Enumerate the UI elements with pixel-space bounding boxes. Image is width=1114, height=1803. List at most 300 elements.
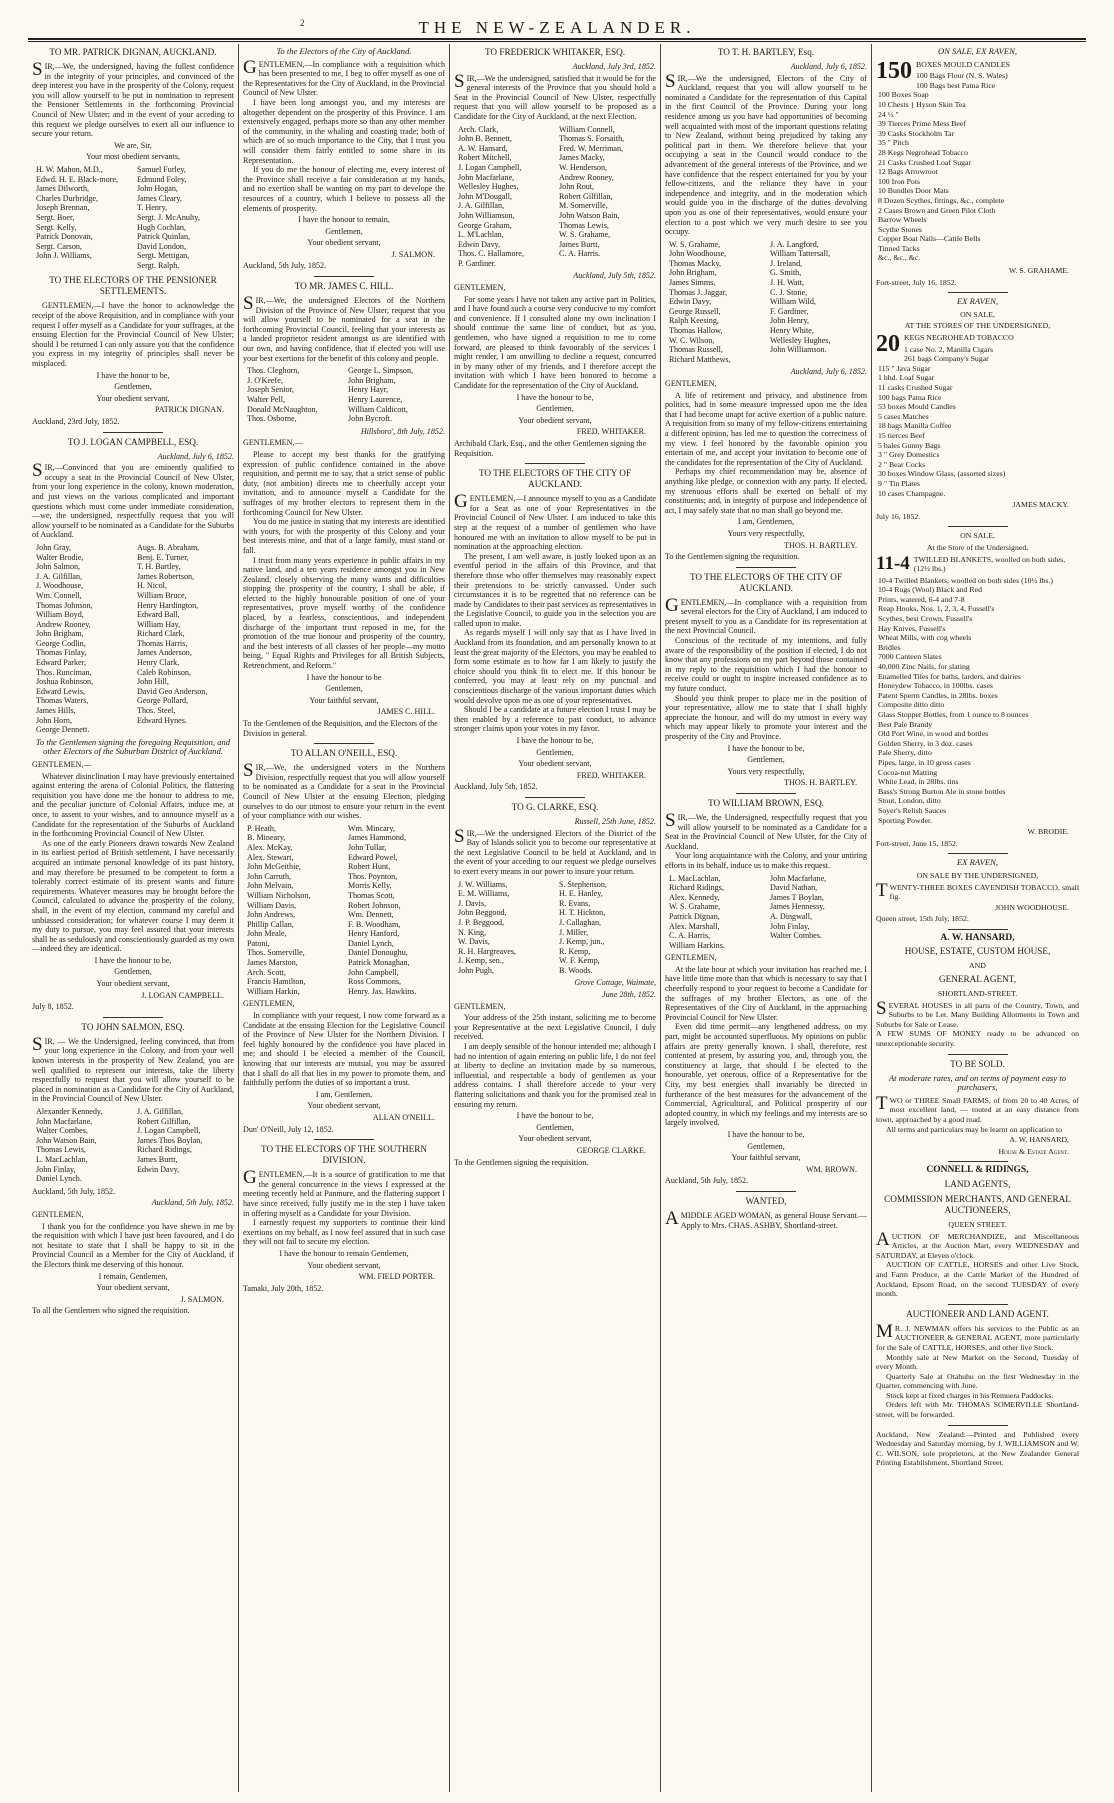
advert-macky xyxy=(876,297,1079,521)
advert-item: 5 bales Gunny Bags xyxy=(878,440,941,450)
article-text: Perhaps my chief recommendation may be, absence of anything like pledge, or connexion with any party. If elected, my strenuous efforts shall be exerted on behalf of my constituents; and, in integrity of purpose and independence of act, I may safely state that no man shall go beyond me. xyxy=(665,467,867,515)
dateline: Fort-street, June 15, 1852. xyxy=(876,838,958,848)
signatory-name: Thomas Macky, xyxy=(669,258,722,268)
honour-line: I have the honour to remain, xyxy=(298,215,390,225)
signatory-name: Morris Kelly, xyxy=(348,881,392,891)
masthead-rule xyxy=(28,38,1086,42)
dateline: Auckland, July 6, 1852. xyxy=(157,451,234,461)
signatory-name: Edward Hynes. xyxy=(137,715,187,725)
divider xyxy=(736,1191,796,1192)
advert-text: AUCTION OF MERCHANDIZE, and Miscellaneous Articles, at the Auction Mart, every WEDNESDAY and SATURDAY, at Eleven o'clock. xyxy=(876,1228,1079,1260)
dateline: Auckland, 23rd July, 1852. xyxy=(32,417,120,426)
divider xyxy=(314,1139,374,1140)
requisition-whitaker xyxy=(454,47,656,458)
gentlemen-line: GENTLEMEN, xyxy=(454,283,506,293)
signatory-name: C. A. Harris, xyxy=(669,931,711,941)
advert-items xyxy=(878,71,1079,263)
article-text: Should you think proper to place me in the position of your representative, allow me to state that I shall highly appreciate the honour, and will do my utmost in every way which may appear likely to promote your interest and the prosperity of the City and Province. xyxy=(665,693,867,741)
advert-item: Honeydew Tobacco, in 100lbs. cases xyxy=(878,681,993,691)
signatory-name: Richard Clark, xyxy=(137,629,185,639)
signatory-name: J. Logan Campbell, xyxy=(137,1126,201,1136)
signatory-name: Sergt. J. McAnulty, xyxy=(137,212,200,222)
signatory-name: John Salmon, xyxy=(36,562,81,572)
divider xyxy=(736,567,796,568)
address-southern-division xyxy=(243,1144,445,1293)
signature: WM. FIELD PORTER. xyxy=(358,1272,435,1282)
signatory-name: John Watson Bain, xyxy=(559,210,620,220)
article-text: SIR, — We the Undersigned, feeling convinced, that from your long experience in the Colony, and from your well known interests in the prosperity of New Zealand, you are well qualified to represent our interests, take the liberty respectfully to request that you will allow yourself to be placed in nomination as a Candidate for the City of Auckland, in the Provincial Council of New Ulster. xyxy=(32,1033,234,1104)
advert-text: Quarterly Sale at Otahuhu on the first Wednesday in the Quarter, commencing with June. xyxy=(876,1371,1079,1391)
signatory-name: Ross Commons, xyxy=(348,977,402,987)
advert-item: Scythe Stones xyxy=(878,224,922,234)
signatory-name: Thos. Steel, xyxy=(137,706,176,716)
honour-line: I have the honour to be, xyxy=(727,743,805,753)
masthead xyxy=(0,0,1114,40)
advert-item: 1 case No. 2, Manilla Cigars xyxy=(904,344,993,354)
signatory-name: William Hay, xyxy=(137,619,181,629)
divider xyxy=(103,1017,163,1018)
signature: W. S. GRAHAME. xyxy=(1008,266,1069,276)
signatory-name: William Boyd, xyxy=(36,610,84,620)
signatory-name: L. MacLachlan, xyxy=(669,873,721,883)
signatory-name: David Geo Anderson, xyxy=(137,686,208,696)
signatory-name: Joseph Brennan, xyxy=(36,203,90,213)
signatory-name: W. S. Grahame, xyxy=(669,239,721,249)
am-line: I am, Gentlemen, xyxy=(737,517,795,527)
signatory-name: Wellesley Hughes, xyxy=(770,335,831,345)
dateline: Auckland, July 6, 1852. xyxy=(790,367,867,377)
advert-item: 30 boxes Window Glass, (assorted sizes) xyxy=(878,469,1006,479)
advert-items xyxy=(878,576,1079,825)
signatory-name: William Wild, xyxy=(770,297,816,307)
signatory-name: W. C. Wilson, xyxy=(669,335,715,345)
advert-item: 39 Tierces Prime Mess Beef xyxy=(878,119,966,129)
signatory-name: Henry Laurence, xyxy=(348,395,403,404)
gentlemen-line: Gentlemen, xyxy=(114,967,152,977)
article-text: As regards myself I will only say that as I have lived in Auckland from its foundation, and am personally known to at least the great majority of the Electors, you may be enabled to form some estimate as to how far I am likely to justify the choice should you think fit to elect me. If this honour be conferred, you may at least rely on my punctual and conscientious discharge of the various important duties which would devolve upon me as one of your representatives. xyxy=(454,628,656,705)
signatory-name: W. S. Grahame, xyxy=(669,902,721,912)
signatory-name xyxy=(770,941,867,951)
signatory-name: James Hennessy, xyxy=(770,902,825,912)
article-heading: TO T. H. BARTLEY, Esq. xyxy=(717,47,815,57)
honour-line: I have the honour to be, xyxy=(516,736,594,745)
advert-item: Prints, watered, 6-4 and 7-8 xyxy=(878,594,965,604)
signatory-name: Augs. B. Abraham, xyxy=(137,542,200,552)
advert-quantity: 150 xyxy=(876,57,912,84)
article-text: GENTLEMEN,—I have the honor to acknowledge the receipt of the above Requisition, and in compliance with your request I offer myself as a Candidate for your suffrages, at the ensuing Election for the Provincial Council of New Ulster; should I be returned I can only assure you that the confidence you express in my integrity of principles shall never be misplaced. xyxy=(32,301,234,369)
signatory-name: John Finlay, xyxy=(36,1164,76,1174)
signatory-name: Thos. Somerville, xyxy=(247,948,305,958)
signatory-name: P. Gardiner. xyxy=(458,258,496,268)
article-text: At the late hour at which your invitation has reached me, I have little time more than that which is necessary to say that I cheerfully respond to your request to become a Candidate for the suffrages of my brother Electors, as one of the Representatives of the City of Auckland, in the approaching Provincial Council for New Ulster. xyxy=(665,964,867,1022)
signature: A. W. HANSARD, xyxy=(1009,1135,1069,1145)
article-text: I earnestly request my supporters to continue their kind exertions on my behalf, as I now feel assured that in such case they will not fail to secure my election. xyxy=(243,1218,445,1247)
signatory-name: Joshua Robinson, xyxy=(36,677,94,687)
signatories xyxy=(669,874,867,951)
signatory-name: John Hogan, xyxy=(137,184,178,194)
gentlemen-line: GENTLEMEN, xyxy=(243,999,295,1009)
gentlemen-line: Gentlemen, xyxy=(536,1122,574,1132)
article-text: Your address of the 25th instant, soliciting me to become your Representative at the next Legislative Council, I duly received. xyxy=(454,1013,656,1042)
signatory-name: John Brigham, xyxy=(36,629,84,639)
advert-item: 53 boxes Mould Candles xyxy=(878,402,956,412)
signatory-name: Edwin Davy, xyxy=(458,239,501,249)
signatory-name: Sergt. Kelly, xyxy=(36,222,77,232)
signatory-name: Daniel Lynch. xyxy=(36,1174,82,1184)
signatory-name: P. Heath, xyxy=(247,823,276,833)
dateline: Tamaki, July 20th, 1852. xyxy=(243,1283,324,1293)
gentlemen-line: Gentlemen, xyxy=(536,404,574,414)
dateline: Auckland, 5th July, 1852. xyxy=(32,1186,116,1196)
signatory-name: Henry Hardington, xyxy=(137,600,199,610)
article-heading: TO FREDERICK WHITAKER, ESQ. xyxy=(484,47,626,57)
signatory-name: James Burtt, xyxy=(137,1154,178,1164)
signatory-name: J. A. Gilfillan, xyxy=(458,201,505,211)
signatory-name: John Watson Bain, xyxy=(36,1135,97,1145)
requisition-hill xyxy=(243,281,445,738)
signatory-name: F. Gardiner, xyxy=(770,306,809,316)
honour-line: I have the honour to remain Gentlemen, xyxy=(279,1248,409,1258)
article-text: I thank you for the confidence you have shewn in me by the requisition with which I have just been favoured, and I do not hesitate to state that I shall be happy to sit in the Provincial Council as a Member for the City of Auckland, if the Electors think me deserving of this honour. xyxy=(32,1221,234,1269)
signatory-name: Thos. Osborne, xyxy=(247,414,297,424)
requisition-clarke xyxy=(454,802,656,1167)
signatory-name: Thomas Scott, xyxy=(348,890,395,900)
signatory-name: J. O'Keefe, xyxy=(247,375,283,385)
signatory-name: Thomas Harris, xyxy=(137,638,188,648)
signatory-name: J. Ireland, xyxy=(770,258,803,268)
servant-line: Yours very respectfully, xyxy=(727,766,805,776)
signatory-name: Caleb Robinson, xyxy=(137,667,191,677)
requisition-bartley xyxy=(665,47,867,562)
signatory-name: John Macfarlane, xyxy=(36,1116,93,1126)
dateline: Auckland, 5th July, 1852. xyxy=(243,261,327,271)
gentlemen-line: Gentlemen, xyxy=(325,226,363,236)
signature: PATRICK DIGNAN. xyxy=(155,405,224,415)
servant-line: Yours very respectfully, xyxy=(727,528,805,538)
signatory-name: John Meale, xyxy=(247,929,287,939)
signatory-name: Thos. Poynton, xyxy=(348,871,398,881)
advert-text: MR. J. NEWMAN offers his services to the Public as an AUCTIONEER & GENERAL AGENT, more particularly for the Sale of CATTLE, HORSES, and other live Stock. xyxy=(876,1320,1079,1352)
signatory-name xyxy=(137,725,234,735)
article-text: SIR,—Convinced that you are eminently qualified to occupy a seat in the Provincial Council of New Ulster, from your long experience in the colony, known moderation, and just views on the various complicated and important questions which must come under immediate consideration,—we, the undersigned, respectfully request that you will allow yourself to be nominated as a Candidate for the Suburbs of Auckland. xyxy=(32,460,234,540)
advert-item: Pipes, large, in 10 gross cases xyxy=(878,757,971,767)
servant-line: Your obedient servant, xyxy=(307,1101,381,1111)
signatories xyxy=(458,880,656,976)
firm-title: COMMISSION MERCHANTS, AND GENERAL AUCTIONEERS, xyxy=(884,1193,1071,1215)
signature: ALLAN O'NEILL. xyxy=(372,1112,435,1122)
signatory-name: James Burtt, xyxy=(559,239,600,249)
and-line: AND xyxy=(969,961,986,971)
signatory-name: Edwd. H. E. Black-more, xyxy=(36,174,119,184)
article-text: Should I be a candidate at a future election I trust I may be then enabled by a reference to past conduct, to advance stronger claims upon your votes in my favor. xyxy=(454,705,656,734)
advert-item: Sporting Powder. xyxy=(878,815,933,825)
advert-item: Barrow Wheels xyxy=(878,215,927,225)
advert-item: 2 " Bear Cocks xyxy=(878,459,926,469)
signatory-name: B. Woods. xyxy=(559,965,593,975)
signatory-name: Edmund Foley, xyxy=(137,174,187,184)
signatory-name: W. Henderson, xyxy=(559,162,608,172)
column-4 xyxy=(661,44,872,1792)
signatory-name: Alex. McKay, xyxy=(247,842,293,852)
signatory-name: Alex. Marshall, xyxy=(669,921,720,931)
signatory-name: J. P. Beggood, xyxy=(458,917,505,927)
signatories xyxy=(247,824,445,997)
article-text: SIR,—We, the Undersigned, respectfully request that you will allow yourself to be nominated as a Candidate for a Seat in the Provincial Council of New Ulster, for the City of Auckland. xyxy=(665,809,867,851)
signatory-name: Fred. W. Merriman, xyxy=(559,143,624,153)
signatory-name: Walter Combes. xyxy=(770,931,822,941)
signatory-name: W. Davis, xyxy=(458,937,490,947)
advert-woodhouse xyxy=(876,858,1079,924)
signatory-name: R. Kemp, xyxy=(559,946,591,956)
article-heading: WANTED, xyxy=(745,1195,787,1206)
requisition-salmon xyxy=(32,1022,234,1316)
signatory-name: R. Evans, xyxy=(559,898,591,908)
signatory-name: Francis Hamilton, xyxy=(247,977,306,987)
advert-item: Soyer's Relish Sauces xyxy=(878,805,947,815)
article-text: If you do me the honour of electing me, every interest of the Province shall receive a fair consideration at my hands, and no exertion shall be wanting on my part to develope the resources of a country, which I believe to possess all the elements of prosperity. xyxy=(243,165,445,213)
advert-heading: ON SALE, xyxy=(960,531,995,541)
gentlemen-line: GENTLEMEN, xyxy=(454,1001,506,1011)
signatory-name: John Williamson, xyxy=(458,210,515,220)
column-2 xyxy=(239,44,450,1792)
signature-title: House & Estate Agent. xyxy=(998,1146,1069,1156)
signatory-name: James Thos Boylan, xyxy=(137,1135,203,1145)
addressee: To the Gentlemen signing the requisition. xyxy=(454,1157,589,1167)
advert-item: White Lead, in 28lbs. tins xyxy=(878,777,959,787)
signatory-name: John Campbell, xyxy=(348,967,399,977)
servant-line: Your obedient servant, xyxy=(96,979,170,989)
address-whitaker-electors xyxy=(454,468,656,792)
dateline: Hillsboro', 8th July, 1852. xyxy=(360,426,445,436)
signatory-name: Daniel Donoughu, xyxy=(348,948,408,958)
signatory-name: John Macfarlane, xyxy=(770,873,827,883)
signatory-name: Sergt. Boer, xyxy=(36,212,75,222)
signatories xyxy=(36,543,234,735)
signatory-name: Wm. Connell, xyxy=(36,590,82,600)
article-text: I am deeply sensible of the honour intended me; although I had no intention of again entering on public life, I do not feel at liberty to decline an invitation made by so numerous, influential, and respectable a body of gentlemen as your address contains. I shall therefore accede to your very flattering solicitations and thank you for the promised zeal in ensuring my return. xyxy=(454,1042,656,1109)
signatory-name: William Bruce, xyxy=(137,590,187,600)
signatory-name: Arch. Clark, xyxy=(458,124,499,134)
servant-line: Your obedient servant, xyxy=(307,1260,381,1270)
article-text: A life of retirement and privacy, and abstinence from politics, had in some measure impressed upon me the idea that I had become unapt for active exertion of a public nature. A requisition from so many of my fellow-citizens entertaining a different opinion, has led me to question the correctness of my view. I feel honored by the favorable opinion you entertain of me, and accept your invitation to become one of the candidates for the representation of the City of Auckland. xyxy=(665,390,867,467)
signatory-name: John Henry, xyxy=(770,316,810,326)
dateline: Fort-street, July 16, 1852. xyxy=(876,277,957,287)
signatory-name: Daniel Lynch, xyxy=(348,938,394,948)
signatory-name: A. Dingwall, xyxy=(770,911,813,921)
signatory-name: William Harkins. xyxy=(669,940,725,950)
advert-item: 18 bags Manilla Coffee xyxy=(878,421,952,431)
signatory-name: C. J. Stone, xyxy=(770,287,808,297)
advert-text: AUCTION OF CATTLE, HORSES and other Live Stock, and Farm Produce, at the Cattle Market of the Hundred of Auckland, Epsom Road, on the second TUESDAY of every month. xyxy=(876,1260,1079,1299)
advert-item: 28 Kegs Negrohead Tobacco xyxy=(878,147,969,157)
signatory-name: W. F. Kemp, xyxy=(559,956,600,966)
signatory-name: Wm. Mincary, xyxy=(348,823,395,833)
gentlemen-line: Gentlemen, xyxy=(747,755,785,765)
signatory-name: W. S. Grahame, xyxy=(559,230,611,240)
signatory-name: David London, xyxy=(137,241,187,251)
advert-hansard xyxy=(876,934,1079,1049)
signature: W. BRODIE. xyxy=(1027,827,1069,837)
advert-item: 100 Bags best Patna Rice xyxy=(916,80,996,90)
advert-item: 100 Boxes Soap xyxy=(878,90,929,100)
advert-text: AMIDDLE AGED WOMAN, as general House Servant.—Apply to Mrs. CHAS. ASHBY, Shortland-street. xyxy=(665,1207,867,1230)
signatory-name: William Tattersall, xyxy=(770,249,831,259)
honour-line: I have the honour to be xyxy=(306,672,382,682)
advert-item: Tinned Tacks xyxy=(878,243,920,253)
newspaper-title: THE NEW-ZEALANDER. xyxy=(418,18,696,37)
advert-item: 5 cases Matches xyxy=(878,411,929,421)
article-text: GENTLEMEN,—In compliance with a requisition which has been presented to me, I beg to offer myself as one of the Representatives for the City of Auckland, in the Provincial Council of New Ulster. xyxy=(243,56,445,98)
advert-item: Cocoa-nut Matting xyxy=(878,767,938,777)
signature: WM. BROWN. xyxy=(805,1164,857,1174)
signatories xyxy=(36,165,234,271)
address-bartley-electors xyxy=(665,572,867,788)
column-3 xyxy=(450,44,661,1792)
honour-line: I have the honour to be, xyxy=(516,1111,594,1121)
signatory-name: Alex. Stewart, xyxy=(247,852,294,862)
signatory-name: Thos. C. Hallamore, xyxy=(458,249,524,259)
gentlemen-line: GENTLEMEN,— xyxy=(32,760,92,769)
signatory-name: N. King, xyxy=(458,927,487,937)
advert-item: Pale Sherry, ditto xyxy=(878,748,932,758)
signatory-name: Walter Pell, xyxy=(247,395,286,404)
advert-item: Hay Knives, Fussell's xyxy=(878,623,946,633)
signatory-name: Benj. E. Turner, xyxy=(137,552,189,562)
signatory-name: Thomas Johnson, xyxy=(36,600,93,610)
signatory-name: John Tullar, xyxy=(348,842,387,852)
advert-item: Enamelled Tiles for baths, larders, and dairies xyxy=(878,671,1021,681)
advert-item: 10-4 Twilled Blankets, woolled on both sides (10½ lbs.) xyxy=(878,575,1053,585)
signatory-name: James Dilworth, xyxy=(36,184,90,194)
honour-line: I have the honour to be, xyxy=(516,392,594,402)
advert-newman xyxy=(876,1309,1079,1420)
signatory-name: Sergt. Ralph. xyxy=(137,260,180,270)
article-heading: TO J. LOGAN CAMPBELL, ESQ. xyxy=(67,436,199,447)
signatory-name: John B. Bennett, xyxy=(458,134,512,144)
signatory-name: James Hills, xyxy=(36,706,76,716)
signatory-name: Edward Powel, xyxy=(348,852,398,862)
signatory-name: John Brigham, xyxy=(669,268,717,278)
signatory-name: John Woodhouse, xyxy=(669,249,727,259)
advert-item: Bass's Strong Burton Ale in stone bottles xyxy=(878,786,1006,796)
signatory-name: John Pugh, xyxy=(458,965,494,975)
advert-item: Bridles xyxy=(878,642,901,652)
signatory-name: Robert Gilfillan, xyxy=(559,191,613,201)
article-heading: TO G. CLARKE, ESQ. xyxy=(511,801,599,812)
article-text: SIR,—We, the undersigned Electors of the Northern Division of the Province of New Ulster, request that you will allow yourself to be nominated for a seat in the forthcoming Provincial Council, feeling that your interests as a landed proprietor resident amongst us are identified with our own, and having confidence, that if elected you will use your best exertions for the benefit of this colony and people. xyxy=(243,293,445,363)
signature: FRED. WHITAKER. xyxy=(576,770,646,780)
servant-line: Your obedient servant, xyxy=(518,415,592,425)
article-text: GENTLEMEN,—I announce myself to you as a Candidate for a Seat as one of your Representatives in the Provincial Council of New Ulster. I am induced to take this step at the request of a number of gentlemen who have honoured me with an invitation to allow myself to be put in nomination at the approaching election. xyxy=(454,491,656,552)
address-note: To the Gentlemen signing the foregoing Requisition, and other Electors of the Suburban District of Auckland. xyxy=(35,736,231,757)
signatory-name: Thos. Cleghorn, xyxy=(247,366,300,376)
dateline: Auckland, July 6, 1852. xyxy=(790,62,867,71)
signatory-name: Walter Combes, xyxy=(36,1126,88,1136)
signatory-name: J. A. Langford, xyxy=(770,239,819,249)
article-text: SIR,—We the undersigned, Electors of the City of Auckland, request that you will allow yourself to be nominated a Candidate for the representation of this Capital in the first Council of the Province. During your long residence among us you have had opportunities of becoming well acquainted with most of the important questions relating to New Zealand, without being prejudiced by taking any political part in them. We therefore believe that your occupying a seat in the Council would conduce to the advancement of the general interests of the Province, and we have confidence that the respect entertained for you by your fellow-citizens, and the reliance they have in your independence and integrity, and in the moderation which would guide you in the discharge of the duties devolving upon you as one of their representatives, would ensure your election to a post which we very much desire to see you occupy. xyxy=(665,70,867,237)
article-heading: To the Electors of the City of Auckland. xyxy=(276,46,412,56)
advert-heading: EX RAVEN, xyxy=(956,857,999,868)
signatory-name: Alex. Kennedy, xyxy=(669,892,720,902)
signatory-name: Andrew Rooney, xyxy=(36,619,91,629)
column-1 xyxy=(28,44,239,1792)
advert-item: 100 Bags Flour (N. S. Wales) xyxy=(916,71,1008,81)
dateline: Auckland, 5th July, 1852. xyxy=(665,1176,749,1186)
signature: FRED. WHITAKER. xyxy=(576,427,646,437)
signatory-name: Richard Matthews, xyxy=(669,354,731,364)
signatory-name: James Simms, xyxy=(669,278,716,288)
advert-brodie xyxy=(876,531,1079,848)
signature: J. SALMON. xyxy=(391,249,435,259)
requisition-brown xyxy=(665,798,867,1186)
signatory-name: Henry Hayr, xyxy=(348,385,389,395)
signatory-name: Robert Gilfillan, xyxy=(137,1116,191,1126)
dateline: Russell, 25th June, 1852. xyxy=(574,816,656,826)
dateline: Auckland, July 5th, 1852. xyxy=(573,271,656,281)
advert-item: 3 " Grey Domestics xyxy=(878,450,940,460)
advert-connell-ridings xyxy=(876,1166,1079,1298)
signatory-name: J. A. Gilfillan, xyxy=(137,1107,184,1116)
signatory-name: George L. Simpson, xyxy=(348,366,414,376)
advert-item: 10-4 Rugs (Wool) Black and Red xyxy=(878,585,982,595)
advert-farms xyxy=(876,1059,1079,1157)
divider xyxy=(314,276,374,277)
signatory-name: John Finlay, xyxy=(770,921,810,931)
article-text: SIR,—We, the undersigned voters in the Northern Division, respectfully request that you will allow yourself to be nominated as a Candidate for a seat in the Provincial Council of New Ulster at the ensuing Election, pledging ourselves to do our utmost to ensure your return in the event of your compliance with our wishes. xyxy=(243,760,445,821)
signatory-name: Robert Hunt, xyxy=(348,862,391,872)
article-heading: TO THE ELECTORS OF THE CITY OF AUCKLAND. xyxy=(689,571,843,593)
article-heading: TO MR. JAMES C. HILL. xyxy=(294,281,394,292)
article-text: SIR,—We the undersigned, satisfied that it would be for the general interests of the Province that you should hold a Seat in the Provincial Council of New Ulster, respectfully request that you will allow yourself to be proposed as a Candidate for the City of Auckland, at the next Election. xyxy=(454,70,656,121)
requisition-oneill xyxy=(243,748,445,1134)
article-text: The present, I am well aware, is justly looked upon as an eventful period in the affairs of this Province, and that therefore those who offer themselves may reasonably expect their pretensions to be strictly canvassed. Under such circumstances it is to be regretted that no reference can be made by Candidates to their past services as representatives in the Legislative Council, to guide you in the selection you are called upon to make. xyxy=(454,551,656,628)
signatory-name: Thomas Lewis, xyxy=(36,1145,86,1155)
advert-text: TWO or THREE Small FARMS, of from 20 to 40 Acres, of most excellent land, — touted at an easy distance from town, approached by a good road. xyxy=(876,1092,1079,1124)
signatory-name: Thomas Waters, xyxy=(36,696,89,706)
signatory-name: Samuel Furley, xyxy=(137,164,186,174)
dateline: Auckland, July 3rd, 1852. xyxy=(572,62,656,71)
advert-items xyxy=(878,345,1079,499)
requisition-campbell xyxy=(32,437,234,1012)
advert-lead-item: TWILLED BLANKETS, woolled on both sides, (12½ lbs.) xyxy=(913,554,1066,574)
signature: JAMES MACKY. xyxy=(1012,500,1069,510)
printer-imprint: Auckland, New Zealand:—Printed and Published every Wednesday and Saturday morning, by J. WILLIAMSON and W. C. WILSON, sole proprietors, at the New Zealander General Printing Establishment, Shortland Street. xyxy=(876,1429,1079,1468)
signatory-name: Thomas Hallow, xyxy=(669,326,723,336)
signatory-name xyxy=(36,261,133,271)
signatory-name: John Bycroft. xyxy=(348,414,393,424)
signatory-name: John M'Dougall, xyxy=(458,191,513,201)
dateline: July 16, 1852. xyxy=(876,511,921,521)
agent-title: GENERAL AGENT, xyxy=(938,974,1017,985)
advert-text: SEVERAL HOUSES in all parts of the Country, Town, and Suburbs to be Let. Many Building Allotments in Town and Suburbs for Sale or Lease. xyxy=(876,997,1079,1029)
advert-item: 40,000 Zinc Nails, for slating xyxy=(878,662,970,672)
advert-item: 12 Bags Arrowroot xyxy=(878,167,938,177)
page-number: 2 xyxy=(300,18,305,28)
signatory-name: John Andrews, xyxy=(247,910,296,920)
signatory-name: Patrick Monaghan, xyxy=(348,958,410,968)
advert-lead-item: KEGS NEGROHEAD TOBACCO xyxy=(904,333,1014,343)
signatory-name: J. Kemp, jun., xyxy=(559,937,605,947)
advert-item: 39 Casks Stockholm Tar xyxy=(878,128,955,138)
dateline: July 8, 1852. xyxy=(32,1002,74,1012)
advert-text: All terms and particulars may be learnt on application to xyxy=(886,1124,1063,1134)
advert-text: Orders left with Mr. THOMAS SOMERVILLE Shortland-street, will be forwarded. xyxy=(876,1400,1079,1420)
article-text: You do me justice in stating that my interests are identified with yours, for with the prosperity of this Colony and your best interests mine, and that of a large family, must stand or fall. xyxy=(243,517,445,555)
signatory-name xyxy=(770,355,867,365)
advert-item: 9 " Tin Plates xyxy=(878,478,920,488)
signatory-name xyxy=(137,1174,234,1184)
article-heading: TO WILLIAM BROWN, ESQ. xyxy=(708,797,824,808)
